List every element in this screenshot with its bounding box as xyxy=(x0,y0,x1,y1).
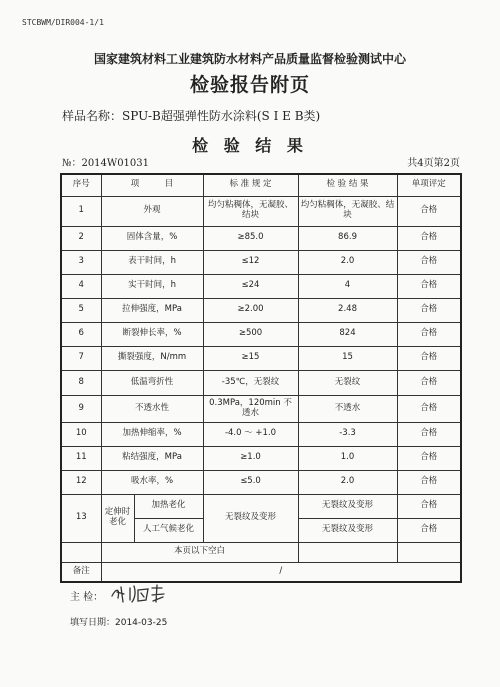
row-no: 2 xyxy=(61,226,101,250)
remarks-row xyxy=(61,562,461,582)
row-standard: ≥1.0 xyxy=(203,446,298,470)
row-verdict: 合格 xyxy=(397,494,461,518)
row-no: 6 xyxy=(61,322,101,346)
row-no: 3 xyxy=(61,250,101,274)
row-no: 10 xyxy=(61,422,101,446)
row-standard: ≥2.00 xyxy=(203,298,298,322)
row-verdict: 合格 xyxy=(397,422,461,446)
row-item: 拉伸强度，MPa xyxy=(101,298,203,322)
header-item: 项 目 xyxy=(101,174,203,196)
row-standard: ≥500 xyxy=(203,322,298,346)
inspector-signature xyxy=(108,582,168,606)
blank-note: 本页以下空白 xyxy=(101,542,298,562)
row-no: 12 xyxy=(61,470,101,494)
table-row xyxy=(61,274,461,298)
table-row xyxy=(61,250,461,274)
row-result: 86.9 xyxy=(298,226,397,250)
row-standard: 0.3MPa，120min 不透水 xyxy=(203,395,298,422)
table-row xyxy=(61,226,461,250)
row-result: 2.0 xyxy=(298,250,397,274)
row-no: 1 xyxy=(61,196,101,226)
row-item: 外观 xyxy=(101,196,203,226)
row-verdict: 合格 xyxy=(397,196,461,226)
table-header-row xyxy=(61,174,461,196)
inspector-label: 主 检： xyxy=(70,592,104,603)
report-number: №：2014W01031 xyxy=(62,158,150,169)
page-title: 检验报告附页 xyxy=(189,74,310,96)
row-item: 固体含量，% xyxy=(101,226,203,250)
row-verdict: 合格 xyxy=(397,298,461,322)
row-result: 4 xyxy=(298,274,397,298)
row-no: 4 xyxy=(61,274,101,298)
row-item: 吸水率，% xyxy=(101,470,203,494)
table-row xyxy=(61,196,461,226)
row-result: -3.3 xyxy=(298,422,397,446)
table-row xyxy=(61,298,461,322)
row-standard: ≤24 xyxy=(203,274,298,298)
row-standard: ≤12 xyxy=(203,250,298,274)
row-standard: -35℃，无裂纹 xyxy=(203,370,298,395)
page-info: 共4页第2页 xyxy=(407,158,460,169)
row-result: 均匀粘稠体，无凝胶、结块 xyxy=(298,196,397,226)
row-sub-item: 加热老化 xyxy=(134,494,203,518)
results-table xyxy=(60,173,462,583)
row-item: 不透水性 xyxy=(101,395,203,422)
table-row xyxy=(61,422,461,446)
document-code: STCBWM/DIR004-1/1 xyxy=(22,18,104,27)
row-item: 粘结强度，MPa xyxy=(101,446,203,470)
row-verdict: 合格 xyxy=(397,322,461,346)
header-verdict: 单项评定 xyxy=(397,174,461,196)
table-row xyxy=(61,346,461,370)
row-result: 824 xyxy=(298,322,397,346)
row-group-label: 定伸时老化 xyxy=(101,494,134,542)
row-standard: ≤5.0 xyxy=(203,470,298,494)
row-result: 无裂纹及变形 xyxy=(298,518,397,542)
row-standard: 无裂纹及变形 xyxy=(203,494,298,542)
row-verdict: 合格 xyxy=(397,395,461,422)
row-standard: -4.0 ～ +1.0 xyxy=(203,422,298,446)
row-no: 7 xyxy=(61,346,101,370)
row-item: 实干时间，h xyxy=(101,274,203,298)
table-row-aging-heat xyxy=(61,494,461,518)
row-standard: ≥85.0 xyxy=(203,226,298,250)
row-standard: ≥15 xyxy=(203,346,298,370)
remarks-value: / xyxy=(101,562,461,582)
row-verdict: 合格 xyxy=(397,346,461,370)
blank-cell xyxy=(298,542,397,562)
row-item: 低温弯折性 xyxy=(101,370,203,395)
header-no: 序号 xyxy=(61,174,101,196)
row-verdict: 合格 xyxy=(397,250,461,274)
row-no: 5 xyxy=(61,298,101,322)
row-item: 断裂伸长率，% xyxy=(101,322,203,346)
row-verdict: 合格 xyxy=(397,226,461,250)
blank-note-row xyxy=(61,542,461,562)
remarks-label: 备注 xyxy=(61,562,101,582)
sample-label: 样品名称： xyxy=(62,109,123,123)
row-no: 11 xyxy=(61,446,101,470)
table-row xyxy=(61,446,461,470)
table-row xyxy=(61,370,461,395)
table-row xyxy=(61,470,461,494)
table-row xyxy=(61,322,461,346)
row-no: 9 xyxy=(61,395,101,422)
row-verdict: 合格 xyxy=(397,370,461,395)
row-verdict: 合格 xyxy=(397,518,461,542)
row-result: 15 xyxy=(298,346,397,370)
row-no: 13 xyxy=(61,494,101,542)
header-result: 检 验 结 果 xyxy=(298,174,397,196)
filled-date: 填写日期：2014-03-25 xyxy=(70,618,168,628)
row-no: 8 xyxy=(61,370,101,395)
row-verdict: 合格 xyxy=(397,274,461,298)
row-result: 不透水 xyxy=(298,395,397,422)
section-title: 检 验 结 果 xyxy=(192,136,308,155)
row-verdict: 合格 xyxy=(397,446,461,470)
blank-cell xyxy=(61,542,101,562)
organization-name: 国家建筑材料工业建筑防水材料产品质量监督检验测试中心 xyxy=(93,52,406,66)
header-standard: 标 准 规 定 xyxy=(203,174,298,196)
sample-name: SPU-B超强弹性防水涂料(S Ⅰ E B类) xyxy=(122,109,321,123)
row-sub-item: 人工气候老化 xyxy=(134,518,203,542)
row-result: 2.0 xyxy=(298,470,397,494)
row-result: 2.48 xyxy=(298,298,397,322)
row-result: 无裂纹 xyxy=(298,370,397,395)
row-verdict: 合格 xyxy=(397,470,461,494)
row-result: 1.0 xyxy=(298,446,397,470)
blank-cell xyxy=(397,542,461,562)
row-item: 加热伸缩率，% xyxy=(101,422,203,446)
sample-name-line xyxy=(62,107,320,124)
table-row xyxy=(61,395,461,422)
row-item: 撕裂强度，N/mm xyxy=(101,346,203,370)
row-item: 表干时间，h xyxy=(101,250,203,274)
row-standard: 均匀粘稠体，无凝胶、结块 xyxy=(203,196,298,226)
row-result: 无裂纹及变形 xyxy=(298,494,397,518)
